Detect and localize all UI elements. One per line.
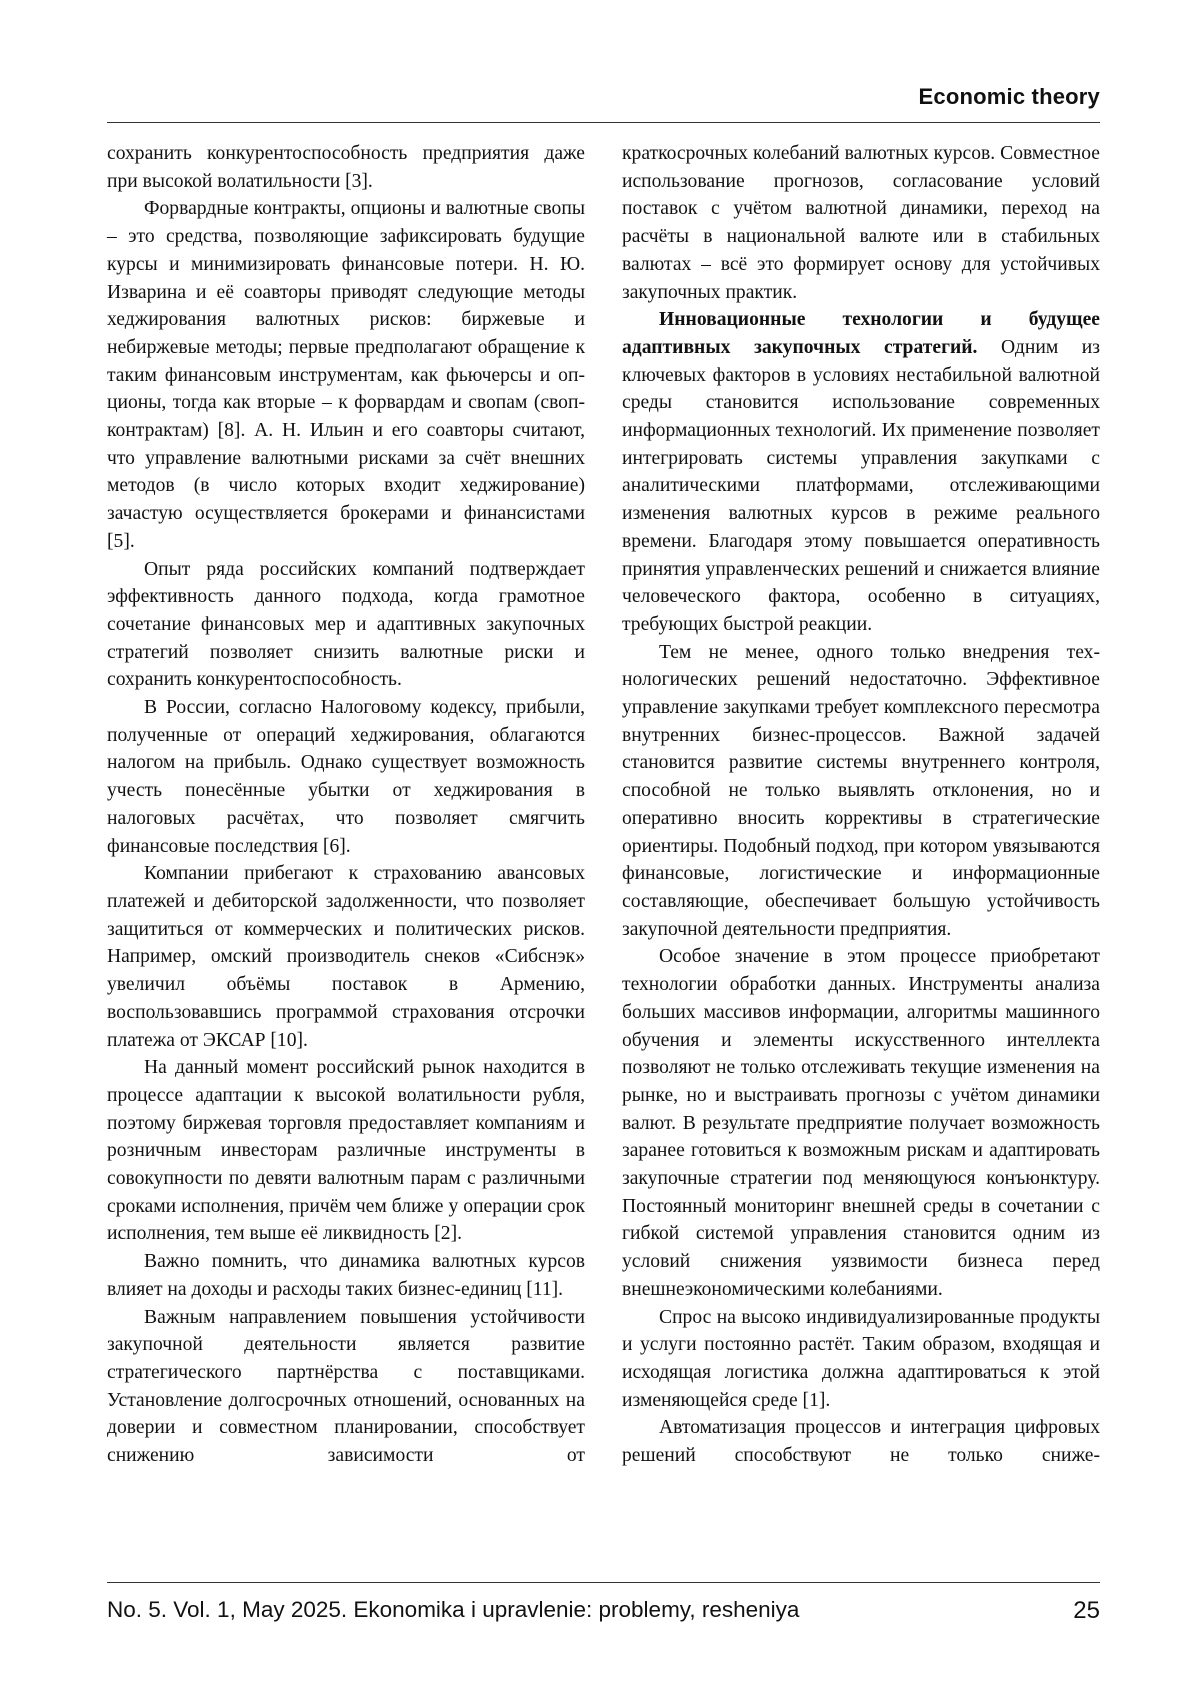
- paragraph-text: Важно помнить, что динамика валютных курсов влияет на доходы и расходы таких бизнес-единиц [11].: [107, 1251, 585, 1300]
- paragraph: [107, 1054, 585, 1248]
- paragraph: [107, 195, 585, 555]
- paragraph-text: Автоматизация процессов и интеграция цифровых решений способствуют не только сниже-: [622, 1417, 1100, 1467]
- paragraph: [622, 1414, 1100, 1469]
- paragraph-text: Опыт ряда российских компаний подтверждает эффективность данного подхода, когда грамотное сочетание финансовых мер и адаптивных закупочных стратегий позволяет снизить валютные риски и сохранить конкурентоспособность.: [107, 558, 585, 691]
- paragraph-text: Форвардные контракты, опционы и валютные свопы – это средства, позволяющие зафиксировать будущие курсы и минимизировать финансовые потери. Н. Ю. Изварина и её соавторы приводят следующие методы хеджирования валютных рисков: биржевые и небиржевые методы; первые предполагают обращение к таким финансовым инструментам, как фьючерсы и опционы, тогда как вторые – к форвардам и свопам (своп-контрактам) [8]. А. Н. Ильин и его соавторы считают, что управление валютными рисками за счёт внешних методов (в число которых входит хеджирование) зачастую осуществляется брокерами и финансистами [5].: [107, 198, 585, 552]
- section-title: Economic theory: [918, 84, 1100, 109]
- paragraph-text: Одним из ключевых факторов в условиях нестабильной валютной среды становится использование современных информационных технологий. Их применение позволяет интегрировать системы управления закупками с аналитическими платформами, отслеживающими изменения валютных курсов в режиме реального времени. Благодаря этому повышается оперативность принятия управленческих решений и снижается влияние человеческого фактора, особенно в ситуациях, требующих быстрой реакции.: [622, 336, 1100, 635]
- paragraph: [622, 306, 1100, 638]
- paragraph-text: Компании прибегают к страхованию авансовых платежей и дебиторской задолженности, что позволяет защититься от коммерческих и политических рисков. Например, омский производитель снеков «Сибснэк» увеличил объёмы поставок в Армению, воспользовавшись программой страхования отсрочки платежа от ЭКСАР [10].: [107, 863, 585, 1051]
- paragraph-text: Важным направлением повышения устойчивости закупочной деятельности является развитие стратегического партнёрства с поставщиками. Установление долгосрочных отношений, основанных на доверии и совместном планировании, способствует снижению зависимости от: [107, 1306, 585, 1467]
- header-divider: [107, 122, 1100, 123]
- left-text-column: [107, 140, 585, 1470]
- paragraph: [622, 943, 1100, 1303]
- paragraph-text: Тем не менее, одного только внедрения технологических решений недостаточно. Эффективное управление закупками требует комплексного пересмотра внутренних бизнес-процессов. Важной задачей становится развитие системы внутреннего контроля, способной не только выявлять отклонения, но и оперативно вносить коррективы в стратегические ориентиры. Подобный подход, при котором увязываются финансовые, логистические и информационные составляющие, обеспечивает большую устойчивость закупочной деятельности предприятия.: [622, 641, 1100, 940]
- paragraph-text: На данный момент российский рынок находится в процессе адаптации к высокой волатильности рубля, поэтому биржевая торговля предоставляет компаниям и розничным инвесторам различные инструменты в совокупности по девяти валютным парам с различными сроками исполнения, причём чем ближе у операции срок исполнения, тем выше её ликвидность [2].: [107, 1057, 585, 1245]
- paragraph: [107, 556, 585, 695]
- paragraph: [622, 140, 1100, 306]
- page-number: 25: [1073, 1597, 1100, 1624]
- footer-divider: [107, 1582, 1100, 1583]
- paragraph-text: Особое значение в этом процессе приобретают технологии обработки данных. Инструменты анализа больших массивов информации, алгоритмы машинного обучения и элементы искусственного интеллекта позволяют не только отслеживать текущие изменения на рынке, но и выстраивать прогнозы с учётом динамики валют. В результате предприятие получает возможность заранее готовиться к возможным рискам и адаптировать закупочные стратегии под меняющуюся конъюнктуру. Постоянный мониторинг внешней среды в сочетании с гибкой системой управления становится одним из условий снижения уязвимости бизнеса перед внешнеэкономическими колебаниями.: [622, 946, 1100, 1300]
- paragraph: [107, 1304, 585, 1470]
- journal-citation: No. 5. Vol. 1, May 2025. Ekonomika i upravlenie: problemy, resheniya: [107, 1597, 800, 1622]
- paragraph-text: сохранить конкурентоспособность предприятия даже при высокой волатильности [3].: [107, 143, 585, 192]
- section-heading: Инновационные технологии и будущее адаптивных закупочных стратегий.: [622, 309, 1100, 358]
- right-text-column: [622, 140, 1100, 1470]
- paragraph-text: В России, согласно Налоговому кодексу, прибыли, полученные от операций хеджирования, облагаются налогом на прибыль. Однако существует возможность учесть понесённые убытки от хеджирования в налоговых расчётах, что позволяет смягчить финансовые последствия [6].: [107, 697, 585, 857]
- paragraph: [107, 694, 585, 860]
- paragraph: [107, 140, 585, 195]
- paragraph: [107, 1248, 585, 1303]
- paragraph: [622, 639, 1100, 944]
- paragraph: [622, 1304, 1100, 1415]
- paragraph-text: Спрос на высоко индивидуализированные продукты и услуги постоянно растёт. Таким образом, входящая и исходящая логистика должна адаптироваться к этой изменяющейся среде [1].: [622, 1306, 1100, 1411]
- paragraph: [107, 860, 585, 1054]
- paragraph-text: краткосрочных колебаний валютных курсов. Совместное использование прогнозов, согласование условий поставок с учётом валютной динамики, переход на расчёты в национальной валюте или в стабильных валютах – всё это формирует основу для устойчивых закупочных практик.: [622, 143, 1100, 303]
